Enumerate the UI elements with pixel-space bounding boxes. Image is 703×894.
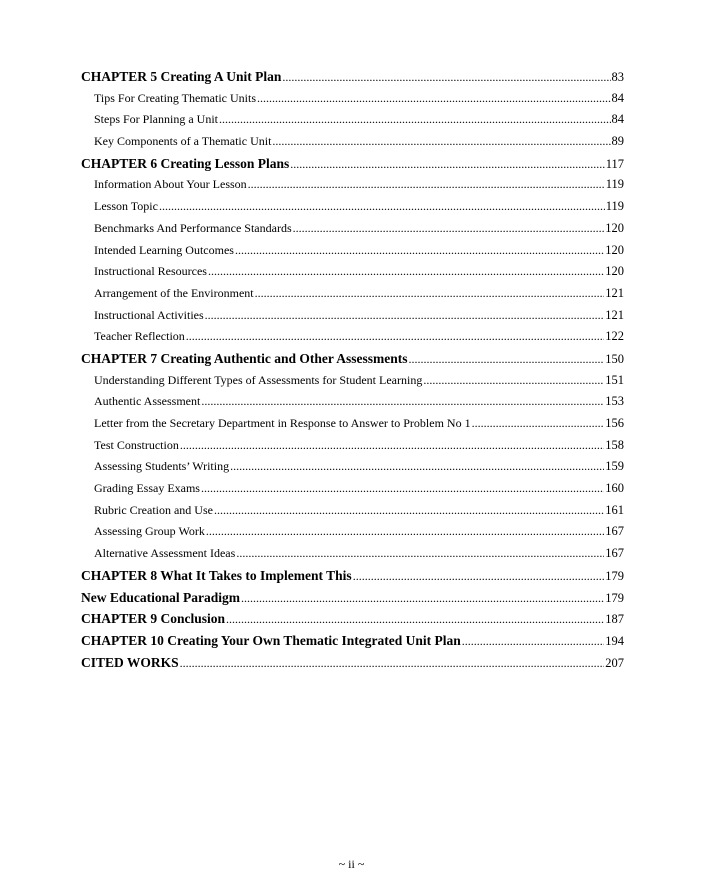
toc-page-number: 207 bbox=[605, 655, 624, 670]
toc-entry[interactable] bbox=[81, 66, 624, 88]
toc-entry-title: Teacher Reflection bbox=[94, 329, 185, 344]
toc-entry-title: Tips For Creating Thematic Units bbox=[94, 90, 256, 105]
toc-dot-leader bbox=[462, 631, 604, 652]
toc-entry-title: Understanding Different Types of Assessments for Student Learning bbox=[94, 372, 423, 387]
toc-page-number: 84 bbox=[611, 112, 624, 127]
toc-entry[interactable] bbox=[81, 630, 624, 652]
toc-entry-title: Assessing Group Work bbox=[94, 524, 205, 539]
toc-dot-leader bbox=[180, 653, 605, 674]
toc-dot-leader bbox=[282, 67, 610, 88]
toc-page-number: 89 bbox=[611, 134, 624, 149]
toc-entry-title: Benchmarks And Performance Standards bbox=[94, 220, 292, 235]
toc-dot-leader bbox=[272, 131, 610, 153]
toc-page-number: 187 bbox=[605, 612, 624, 627]
toc-dot-leader bbox=[206, 521, 604, 543]
toc-entry[interactable] bbox=[81, 565, 624, 587]
toc-entry[interactable] bbox=[81, 348, 624, 370]
toc-entry-title: Test Construction bbox=[94, 437, 179, 452]
toc-dot-leader bbox=[180, 435, 604, 457]
toc-entry[interactable] bbox=[81, 478, 624, 500]
toc-entry[interactable] bbox=[81, 109, 624, 131]
toc-dot-leader bbox=[230, 456, 604, 478]
toc-page-number: 179 bbox=[605, 590, 624, 605]
toc-entry[interactable] bbox=[81, 131, 624, 153]
toc-entry[interactable] bbox=[81, 261, 624, 283]
toc-entry-title: Letter from the Secretary Department in Response to Answer to Problem No 1 bbox=[94, 416, 471, 430]
toc-page-number: 120 bbox=[605, 264, 624, 279]
toc-dot-leader bbox=[241, 588, 604, 609]
toc-entry-title: Arrangement of the Environment bbox=[94, 285, 254, 300]
toc-entry[interactable] bbox=[81, 153, 624, 175]
toc-entry-title: Steps For Planning a Unit bbox=[94, 112, 219, 127]
toc-dot-leader bbox=[236, 543, 604, 565]
toc-entry-title: New Educational Paradigm bbox=[81, 589, 241, 605]
toc-entry[interactable] bbox=[81, 305, 624, 327]
toc-page-number: 119 bbox=[605, 199, 624, 214]
toc-entry-title: CHAPTER 8 What It Takes to Implement This bbox=[81, 567, 352, 583]
toc-page-number: 121 bbox=[605, 307, 624, 322]
toc-entry[interactable] bbox=[81, 652, 624, 674]
toc-dot-leader bbox=[219, 109, 610, 131]
toc-entry-title: Key Components of a Thematic Unit bbox=[94, 134, 272, 149]
table-of-contents bbox=[81, 66, 624, 673]
toc-entry[interactable] bbox=[81, 196, 624, 218]
toc-entry[interactable] bbox=[81, 456, 624, 478]
toc-entry-title: Lesson Topic bbox=[94, 199, 158, 214]
toc-page-number: 159 bbox=[605, 459, 624, 474]
toc-entry-title: Rubric Creation and Use bbox=[94, 502, 213, 517]
toc-dot-leader bbox=[423, 370, 604, 392]
toc-dot-leader bbox=[255, 283, 605, 305]
toc-entry-title: CHAPTER 5 Creating A Unit Plan bbox=[81, 69, 282, 84]
toc-entry-title: Instructional Activities bbox=[94, 307, 204, 322]
toc-entry[interactable] bbox=[81, 240, 624, 262]
toc-entry[interactable] bbox=[81, 391, 624, 413]
toc-dot-leader bbox=[159, 196, 605, 218]
toc-entry-title: CHAPTER 6 Creating Lesson Plans bbox=[81, 155, 290, 171]
toc-page-number: 179 bbox=[605, 568, 624, 583]
toc-page-number: 167 bbox=[605, 524, 624, 539]
toc-page-number: 151 bbox=[605, 372, 624, 387]
toc-dot-leader bbox=[226, 609, 604, 630]
toc-entry[interactable] bbox=[81, 608, 624, 630]
toc-dot-leader bbox=[186, 326, 604, 348]
toc-page-number: 117 bbox=[605, 156, 624, 171]
toc-entry-title: Alternative Assessment Ideas bbox=[94, 546, 236, 561]
page-number-footer: ~ ii ~ bbox=[338, 857, 365, 871]
toc-entry[interactable] bbox=[81, 283, 624, 305]
toc-page-number: 120 bbox=[605, 220, 624, 235]
toc-page-number: 150 bbox=[605, 351, 624, 366]
toc-dot-leader bbox=[235, 240, 604, 262]
toc-dot-leader bbox=[290, 154, 604, 175]
toc-entry[interactable] bbox=[81, 174, 624, 196]
toc-entry[interactable] bbox=[81, 587, 624, 609]
toc-entry-title: CHAPTER 10 Creating Your Own Thematic Integrated Unit Plan bbox=[81, 632, 461, 648]
toc-page-number: 160 bbox=[605, 481, 624, 496]
toc-entry-title: CHAPTER 7 Creating Authentic and Other Assessments bbox=[81, 350, 408, 366]
toc-page-number: 153 bbox=[605, 394, 624, 409]
toc-entry[interactable] bbox=[81, 500, 624, 522]
toc-entry-title: CHAPTER 9 Conclusion bbox=[81, 611, 226, 627]
toc-page-number: 121 bbox=[605, 285, 624, 300]
toc-dot-leader bbox=[214, 500, 604, 522]
toc-entry-title: Authentic Assessment bbox=[94, 394, 201, 409]
toc-dot-leader bbox=[208, 261, 604, 283]
toc-dot-leader bbox=[293, 218, 605, 240]
toc-page-number: 156 bbox=[605, 416, 624, 430]
toc-dot-leader bbox=[353, 566, 605, 587]
toc-page-number: 194 bbox=[605, 633, 624, 648]
toc-dot-leader bbox=[205, 305, 605, 327]
toc-entry-title: Information About Your Lesson bbox=[94, 177, 247, 192]
toc-entry-title: Grading Essay Exams bbox=[94, 481, 200, 496]
toc-dot-leader bbox=[472, 413, 605, 435]
toc-entry-title: Intended Learning Outcomes bbox=[94, 242, 234, 257]
toc-page-number: 83 bbox=[611, 70, 624, 84]
toc-dot-leader bbox=[409, 349, 605, 370]
toc-dot-leader bbox=[257, 88, 611, 110]
toc-entry-title: Instructional Resources bbox=[94, 264, 207, 279]
toc-page-number: 161 bbox=[605, 502, 624, 517]
toc-page-number: 122 bbox=[605, 329, 624, 344]
toc-entry[interactable] bbox=[81, 218, 624, 240]
toc-entry-title: CITED WORKS bbox=[81, 654, 179, 670]
toc-dot-leader bbox=[248, 174, 605, 196]
toc-page-number: 158 bbox=[605, 437, 624, 452]
toc-dot-leader bbox=[201, 478, 604, 500]
toc-entry[interactable] bbox=[81, 521, 624, 543]
toc-entry[interactable] bbox=[81, 370, 624, 392]
toc-entry[interactable] bbox=[81, 88, 624, 110]
toc-page-number: 120 bbox=[605, 242, 624, 257]
toc-entry[interactable] bbox=[81, 413, 624, 435]
toc-dot-leader bbox=[201, 391, 604, 413]
toc-page-number: 167 bbox=[605, 546, 624, 561]
toc-entry[interactable] bbox=[81, 543, 624, 565]
toc-page-number: 84 bbox=[611, 90, 624, 105]
toc-entry-title: Assessing Students’ Writing bbox=[94, 459, 230, 474]
toc-entry[interactable] bbox=[81, 326, 624, 348]
toc-entry[interactable] bbox=[81, 435, 624, 457]
toc-page-number: 119 bbox=[605, 177, 624, 192]
